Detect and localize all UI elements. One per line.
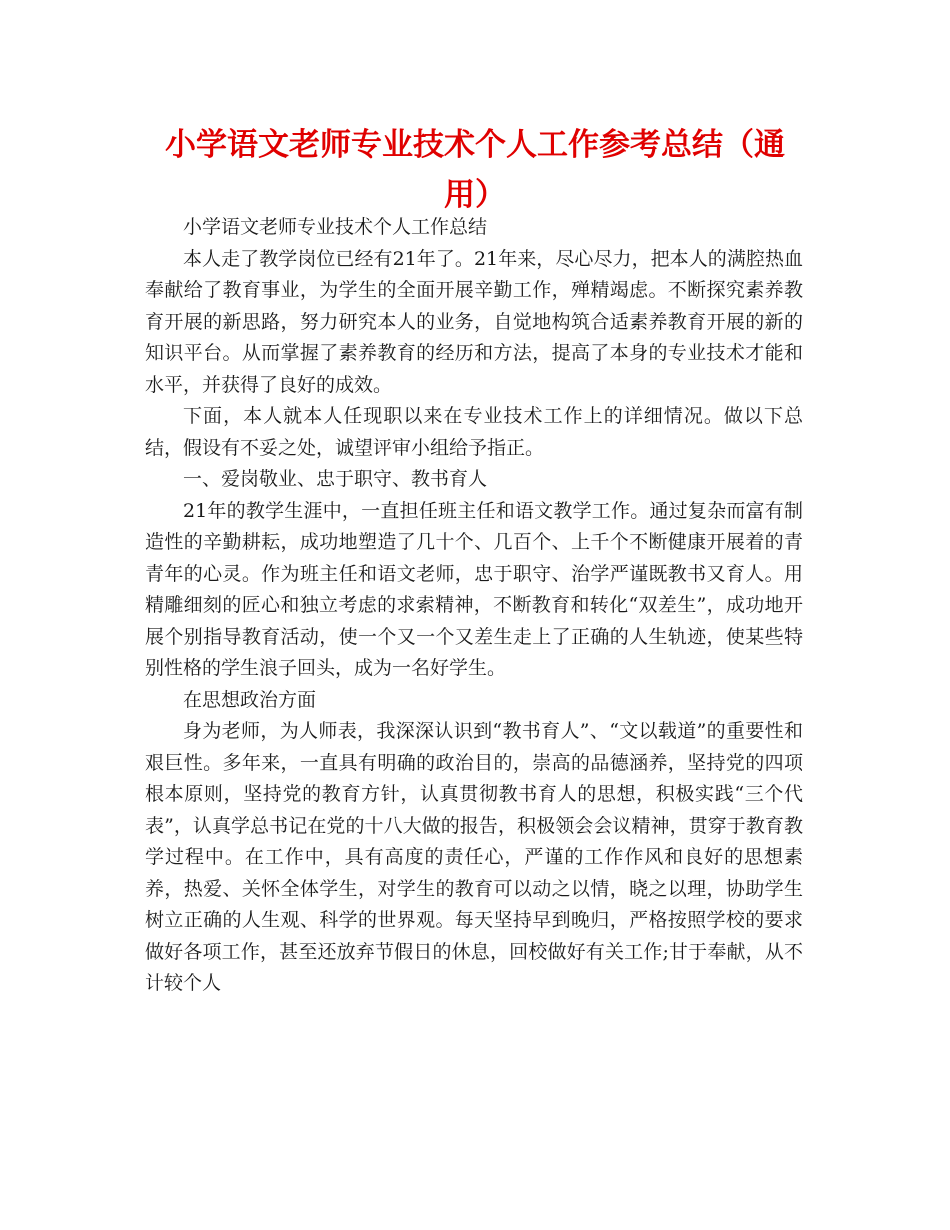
subtitle-paragraph: 小学语文老师专业技术个人工作总结: [183, 216, 488, 238]
political-paragraph: 身为老师，为人师表，我深深认识到“教书育人”、“文以载道”的重要性和艰巨性。多年来，一直具有明确的政治目的，崇高的品德涵养，坚持党的四项根本原则，坚持党的教育方针，认真贯彻教书育人的思想，积极实践“三个代表”，认真学总书记在党的十八大做的报告，积极领会会议精神，贯穿于教育教学过程中。在工作中，具有高度的责任心，严谨的工作作风和良好的思想素养，热爱、关怀全体学生，对学生的教育可以动之以情，晓之以理，协助学生树立正确的人生观、科学的世界观。每天坚持早到晚归，严格按照学校的要求做好各项工作，甚至还放弃节假日的休息，回校做好有关工作;甘于奉献，从不计较个人: [145, 720, 803, 994]
preface-paragraph: 下面，本人就本人任现职以来在专业技术工作上的详细情况。做以下总结，假设有不妥之处，诚望评审小组给予指正。: [145, 405, 803, 459]
document-body: [145, 212, 803, 1000]
section-heading-political: 在思想政治方面: [183, 688, 317, 711]
section-heading-1: 一、爱岗敬业、忠于职守、教书育人: [183, 468, 488, 490]
section-1-paragraph: 21年的教学生涯中，一直担任班主任和语文教学工作。通过复杂而富有制造性的辛勤耕耘，成功地塑造了几十个、几百个、上千个不断健康开展着的青青年的心灵。作为班主任和语文老师，忠于职守、治学严谨既教书又育人。用精雕细刻的匠心和独立考虑的求索精神，不断教育和转化“双差生”，成功地开展个别指导教育活动，使一个又一个又差生走上了正确的人生轨迹，使某些特别性格的学生浪子回头，成为一名好学生。: [145, 499, 803, 679]
document-title: 小学语文老师专业技术个人工作参考总结（通用）: [165, 127, 785, 213]
intro-paragraph: 本人走了教学岗位已经有21年了。21年来，尽心尽力，把本人的满腔热血奉献给了教育事业，为学生的全面开展辛勤工作，殚精竭虑。不断探究素养教育开展的新思路，努力研究本人的业务，自觉地构筑合适素养教育开展的新的知识平台。从而掌握了素养教育的经历和方法，提高了本身的专业技术才能和水平，并获得了良好的成效。: [145, 247, 803, 396]
